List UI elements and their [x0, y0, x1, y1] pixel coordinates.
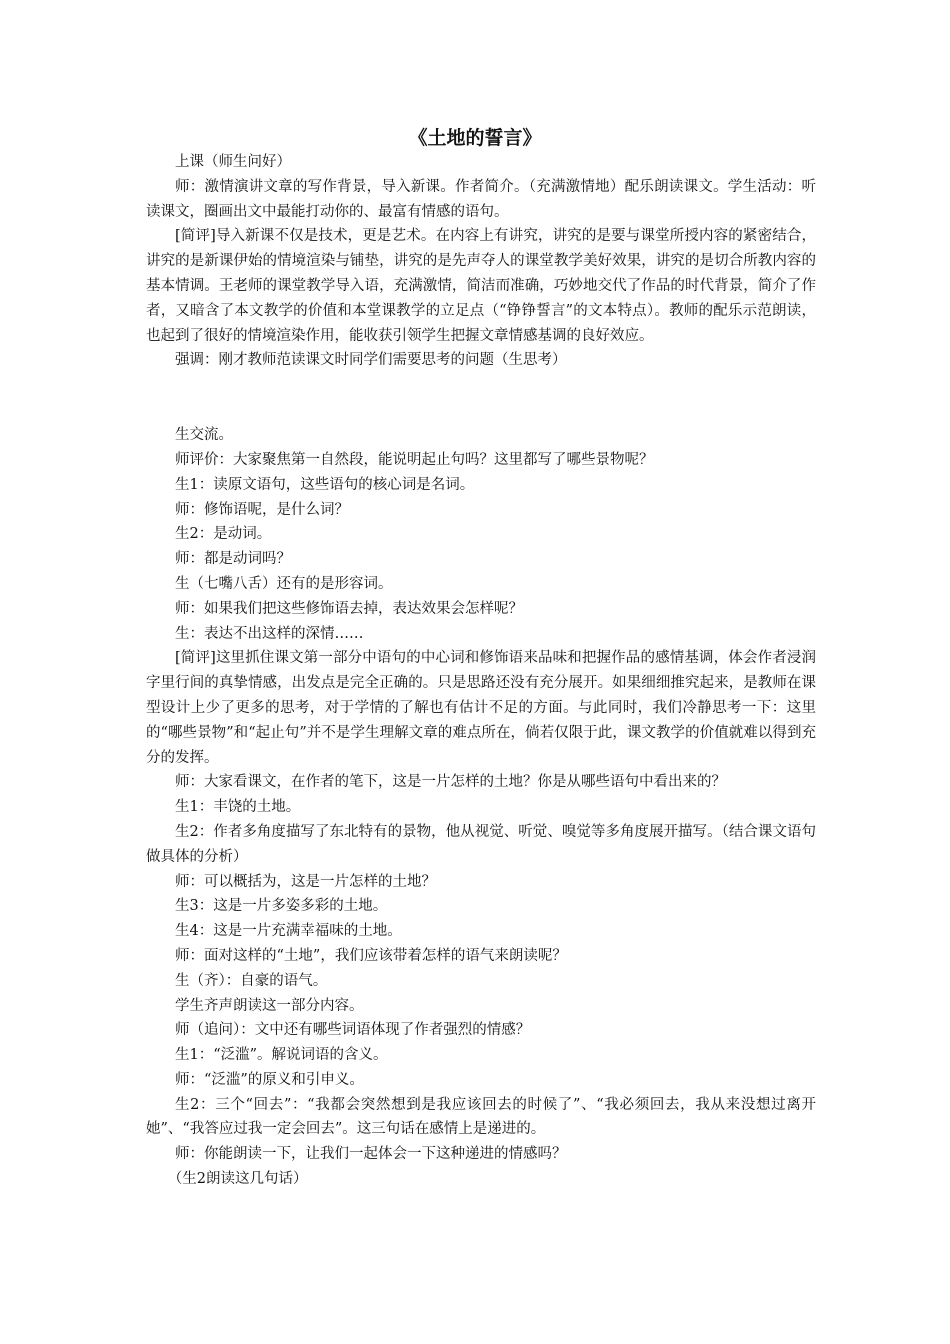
paragraph: （生2朗读这几句话） [167, 1171, 308, 1188]
paragraph: 生2：三个“回去”：“我都会突然想到是我应该回去的时候了”、“我必须回去，我从来没想过离开她”、“我答应过我一定会回去”。这三句话在感情上是递进的。 [146, 1096, 816, 1138]
paragraph: 师：你能朗读一下，让我们一起体会一下这种递进的情感吗？ [175, 1146, 567, 1163]
paragraph: 师：如果我们把这些修饰语去掉，表达效果会怎样呢？ [175, 600, 523, 617]
paragraph: 生1：丰饶的土地。 [175, 799, 301, 816]
paragraph: 生2：是动词。 [175, 526, 272, 543]
paragraph: 强调：刚才教师范读课文时同学们需要思考的问题（生思考） [175, 352, 567, 369]
paragraph: 生1：读原文语句，这些语句的核心词是名词。 [175, 476, 475, 493]
paragraph: 生1：“泛滥”。解说词语的含义。 [175, 1047, 388, 1064]
paragraph: 学生齐声朗读这一部分内容。 [175, 997, 364, 1014]
paragraph: 师：都是动词吗？ [175, 551, 291, 568]
paragraph: 上课（师生问好） [175, 154, 291, 170]
paragraph: 生交流。 [175, 427, 233, 444]
document-body [146, 150, 816, 1192]
paragraph: 师评价：大家聚焦第一自然段，能说明起止句吗？这里都写了哪些景物呢？ [175, 451, 654, 468]
paragraph: 师：大家看课文，在作者的笔下，这是一片怎样的土地？你是从哪些语句中看出来的？ [175, 774, 726, 791]
paragraph: 生（七嘴八舌）还有的是形容词。 [175, 575, 393, 592]
paragraph: 生4：这是一片充满幸福味的土地。 [175, 923, 402, 940]
paragraph: 师：激情演讲文章的写作背景，导入新课。作者简介。（充满激情地）配乐朗读课文。学生活动：听读课文，圈画出文中最能打动你的、最富有情感的语句。 [146, 178, 816, 220]
paragraph: [简评]导入新课不仅是技术，更是艺术。在内容上有讲究，讲究的是要与课堂所授内容的紧密结合，讲究的是新课伊始的情境渲染与铺垫，讲究的是先声夺人的课堂教学美好效果，讲究的是切合所教内容的基本情调。王老师的课堂教学导入语，充满激情，简洁而准确，巧妙地交代了作品的时代背景，简介了作者，又暗含了本文教学的价值和本堂课教学的立足点（“铮铮誓言”的文本特点）。教师的配乐示范朗读，也起到了很好的情境渲染作用，能收获引领学生把握文章情感基调的良好效应。 [146, 228, 816, 344]
paragraph: 生2：作者多角度描写了东北特有的景物，他从视觉、听觉、嗅觉等多角度展开描写。（结合课文语句做具体的分析） [146, 823, 816, 865]
paragraph: 师：修饰语呢，是什么词？ [175, 501, 349, 518]
paragraph: 师：面对这样的“土地”，我们应该带着怎样的语气来朗读呢？ [175, 947, 567, 964]
paragraph: 生：表达不出这样的深情…… [175, 625, 364, 642]
paragraph: 师：“泛滥”的原义和引申义。 [175, 1071, 364, 1088]
paragraph: 师（追问）：文中还有哪些词语体现了作者强烈的情感？ [175, 1022, 531, 1039]
paragraph: 师：可以概括为，这是一片怎样的土地？ [175, 873, 436, 890]
blank-gap [146, 373, 816, 423]
paragraph: 生（齐）：自豪的语气。 [175, 972, 328, 989]
paragraph: 生3：这是一片多姿多彩的土地。 [175, 898, 388, 915]
document-title: 《土地的誓言》 [408, 127, 542, 149]
paragraph: [简评]这里抓住课文第一部分中语句的中心词和修饰语来品味和把握作品的感情基调，体会作者浸润字里行间的真挚情感，出发点是完全正确的。只是思路还没有充分展开。如果细细推究起来，是教师在课型设计上少了更多的思考，对于学情的了解也有估计不足的方面。与此同时，我们冷静思考一下：这里的“哪些景物”和“起止句”并不是学生理解文章的难点所在，倘若仅限于此，课文教学的价值就难以得到充分的发挥。 [146, 650, 816, 766]
